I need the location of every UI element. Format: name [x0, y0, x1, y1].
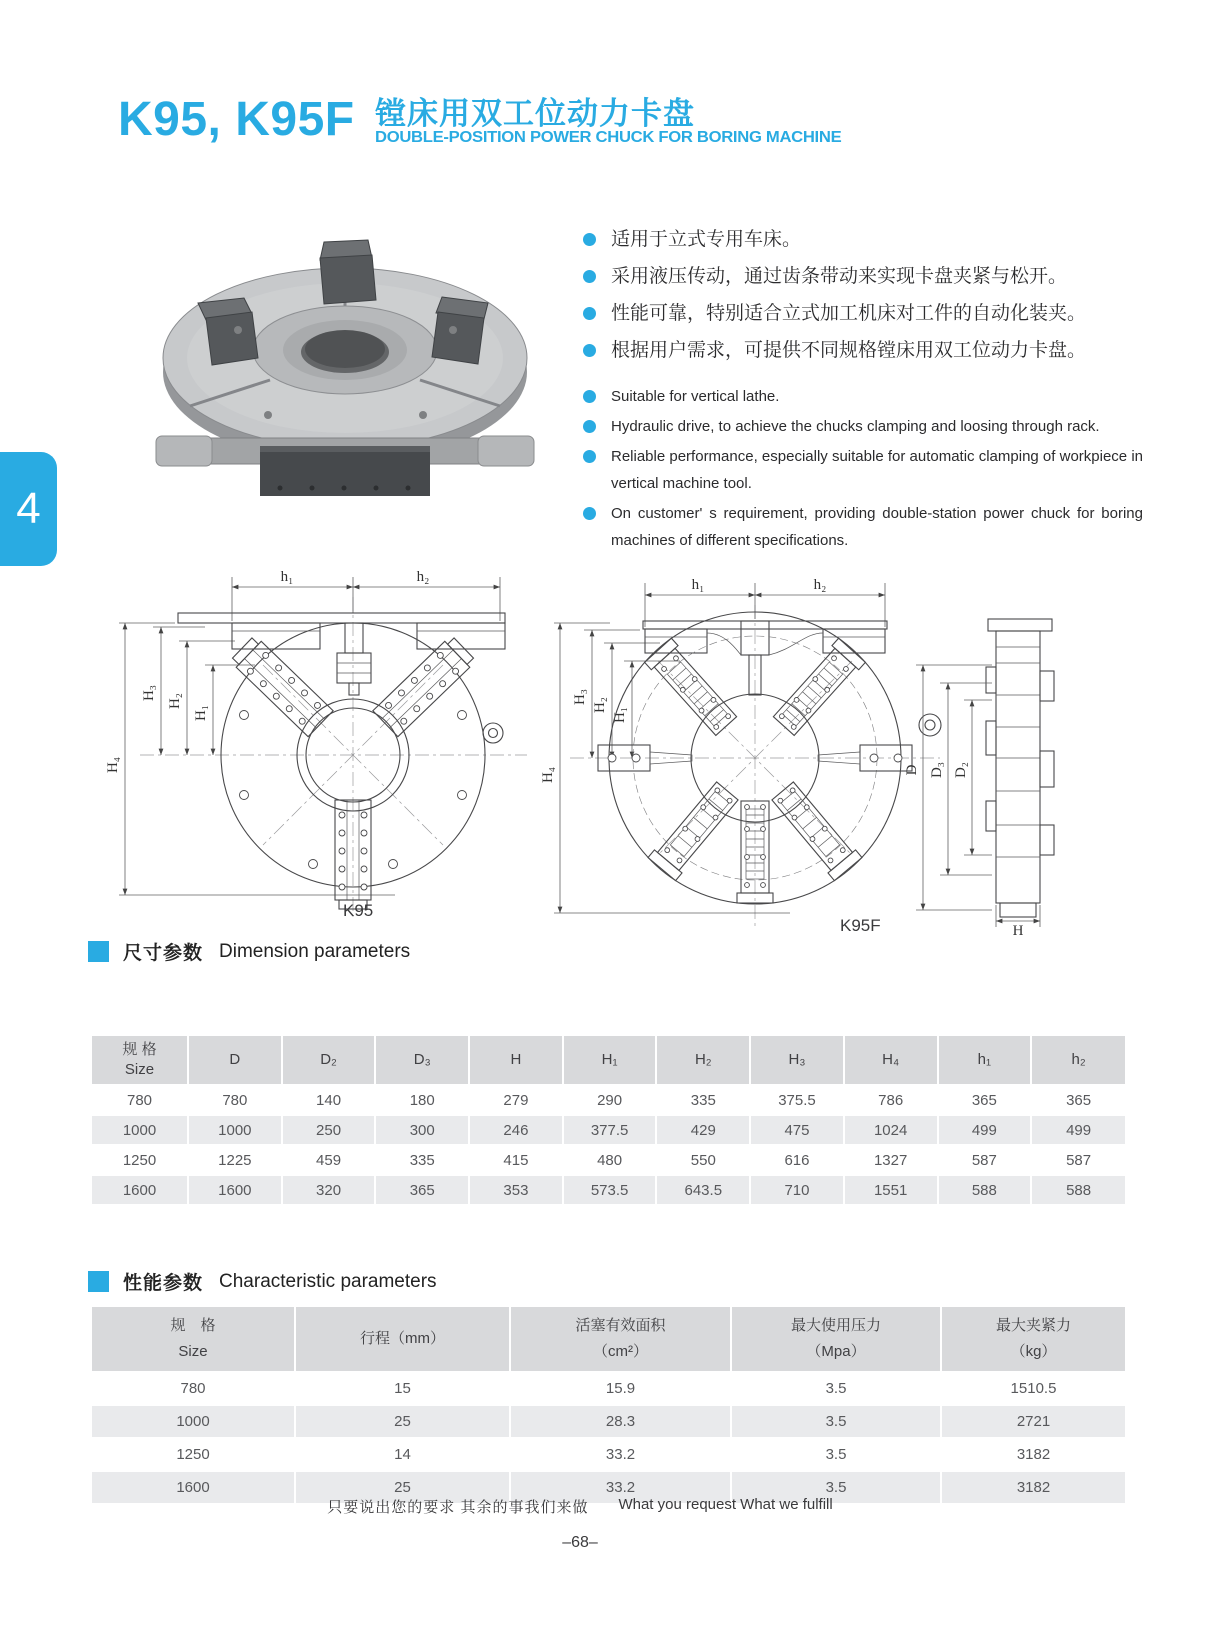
column-header: 最大夹紧力 （kg）: [941, 1306, 1125, 1372]
table-cell: 499: [1031, 1115, 1125, 1145]
bullet-icon: [583, 233, 596, 246]
characteristic-table-body: [91, 1372, 1125, 1503]
section-square-icon: [88, 941, 109, 962]
table-cell: 1225: [188, 1145, 282, 1175]
characteristic-table-head: [91, 1306, 1125, 1372]
feature-item: [583, 295, 1131, 332]
dim-label-H1: H₁: [193, 704, 209, 722]
table-cell: 3182: [941, 1471, 1125, 1503]
feature-list-zh: [583, 221, 1131, 369]
bullet-icon: [583, 420, 596, 433]
table-row: [91, 1438, 1125, 1471]
table-cell: 710: [750, 1175, 844, 1204]
table-row: [91, 1085, 1125, 1115]
table-cell: 1510.5: [941, 1372, 1125, 1405]
bullet-icon: [583, 270, 596, 283]
dimension-table-head: [91, 1035, 1125, 1085]
bullet-icon: [583, 450, 596, 463]
table-cell: 588: [938, 1175, 1032, 1204]
section-title-en: Dimension parameters: [219, 940, 411, 962]
k95f-label: K95F: [840, 916, 881, 935]
product-title-en: DOUBLE-POSITION POWER CHUCK FOR BORING MACHINE: [375, 129, 842, 146]
table-cell: 643.5: [656, 1175, 750, 1204]
k95-front-view: [95, 565, 530, 923]
table-header-row: [91, 1035, 1125, 1085]
table-cell: 780: [188, 1085, 282, 1115]
table-row: [91, 1175, 1125, 1204]
chapter-tab: [0, 452, 57, 566]
footer-slogan-en: What you request What we fulfill: [618, 1496, 833, 1513]
table-cell: 1000: [188, 1115, 282, 1145]
table-cell: 28.3: [510, 1405, 731, 1438]
table-header-row: [91, 1306, 1125, 1372]
page-number: –68–: [562, 1534, 598, 1551]
table-cell: 180: [375, 1085, 469, 1115]
bullet-icon: [583, 507, 596, 520]
table-cell: 616: [750, 1145, 844, 1175]
column-header: 最大使用压力 （Mpa）: [731, 1306, 941, 1372]
page-title: K95, K95F: [118, 93, 355, 146]
table-cell: 300: [375, 1115, 469, 1145]
table-cell: 1327: [844, 1145, 938, 1175]
table-row: [91, 1115, 1125, 1145]
table-cell: 335: [656, 1085, 750, 1115]
table-cell: 415: [469, 1145, 563, 1175]
bullet-icon: [583, 307, 596, 320]
table-cell: 3182: [941, 1438, 1125, 1471]
feature-text: On customer' s requirement, providing double-station power chuck for boring machines of different specifications.: [611, 505, 1143, 549]
table-cell: 780: [91, 1085, 188, 1115]
characteristic-section-header: [88, 1268, 437, 1295]
table-cell: 365: [1031, 1085, 1125, 1115]
table-cell: 475: [750, 1115, 844, 1145]
table-row: [91, 1145, 1125, 1175]
table-cell: 25: [295, 1405, 510, 1438]
table-cell: 365: [375, 1175, 469, 1204]
table-cell: 14: [295, 1438, 510, 1471]
dim-label-H4: H₄: [105, 756, 121, 774]
table-cell: 320: [282, 1175, 376, 1204]
dim-label-H1: H₁: [612, 706, 628, 724]
table-cell: 279: [469, 1085, 563, 1115]
chapter-number: 4: [16, 484, 41, 533]
feature-item: [583, 500, 1143, 554]
dimension-table-body: [91, 1085, 1125, 1204]
feature-text: 根据用户需求，可提供不同规格镗床用双工位动力卡盘。: [611, 340, 1087, 361]
feature-text: 适用于立式专用车床。: [611, 229, 802, 250]
dim-label-H3: H₃: [572, 688, 588, 706]
column-header: H₃: [750, 1035, 844, 1085]
k95-label: K95: [343, 901, 374, 920]
feature-item: [583, 332, 1131, 369]
table-cell: 1000: [91, 1405, 295, 1438]
dim-label-D2: D₂: [953, 761, 969, 779]
column-header: H: [469, 1035, 563, 1085]
table-cell: 587: [938, 1145, 1032, 1175]
table-cell: 1551: [844, 1175, 938, 1204]
dimension-section-header: [88, 938, 410, 965]
column-header: D₂: [282, 1035, 376, 1085]
table-cell: 459: [282, 1145, 376, 1175]
dimension-table: [90, 1034, 1125, 1204]
table-row: [91, 1372, 1125, 1405]
column-header: 活塞有效面积 （cm²）: [510, 1306, 731, 1372]
table-cell: 140: [282, 1085, 376, 1115]
table-cell: 1024: [844, 1115, 938, 1145]
feature-list-en: [583, 383, 1143, 557]
section-title-zh: 尺寸参数: [123, 943, 204, 964]
characteristic-table: [90, 1305, 1125, 1503]
column-header: D: [188, 1035, 282, 1085]
table-cell: 375.5: [750, 1085, 844, 1115]
table-cell: 33.2: [510, 1438, 731, 1471]
table-cell: 1600: [91, 1175, 188, 1204]
table-cell: 365: [938, 1085, 1032, 1115]
column-header: h₁: [938, 1035, 1032, 1085]
column-header: H₄: [844, 1035, 938, 1085]
table-row: [91, 1405, 1125, 1438]
table-cell: 335: [375, 1145, 469, 1175]
table-cell: 250: [282, 1115, 376, 1145]
column-header: D₃: [375, 1035, 469, 1085]
column-header: H₁: [563, 1035, 657, 1085]
dim-label-h2: h₂: [416, 569, 430, 585]
table-cell: 3.5: [731, 1372, 941, 1405]
dim-label-H2: H₂: [167, 692, 183, 710]
k95f-drawing: [540, 575, 1115, 940]
product-photo: [148, 200, 543, 515]
table-cell: 480: [563, 1145, 657, 1175]
k95f-front-side-view: [540, 575, 1115, 937]
bullet-icon: [583, 390, 596, 403]
table-cell: 377.5: [563, 1115, 657, 1145]
column-header: H₂: [656, 1035, 750, 1085]
table-cell: 353: [469, 1175, 563, 1204]
footer-slogan-zh: 只要说出您的要求 其余的事我们来做: [327, 1499, 589, 1516]
table-cell: 780: [91, 1372, 295, 1405]
table-cell: 588: [1031, 1175, 1125, 1204]
dim-label-h1: h₁: [691, 577, 705, 593]
table-cell: 290: [563, 1085, 657, 1115]
dim-label-H3: H₃: [141, 684, 157, 702]
footer-slogan: [0, 1496, 1160, 1517]
dim-label-H4: H₄: [540, 766, 556, 784]
section-title-zh: 性能参数: [123, 1273, 204, 1294]
table-cell: 15.9: [510, 1372, 731, 1405]
column-header: h₂: [1031, 1035, 1125, 1085]
dim-label-h2: h₂: [813, 577, 827, 593]
table-cell: 1000: [91, 1115, 188, 1145]
table-cell: 15: [295, 1372, 510, 1405]
feature-item: [583, 383, 1143, 410]
dim-label-H2: H₂: [592, 696, 608, 714]
table-cell: 2721: [941, 1405, 1125, 1438]
table-cell: 3.5: [731, 1471, 941, 1503]
feature-item: [583, 221, 1131, 258]
feature-text: 采用液压传动，通过齿条带动来实现卡盘夹紧与松开。: [611, 266, 1068, 287]
table-cell: 3.5: [731, 1405, 941, 1438]
column-header: 规 格 Size: [91, 1306, 295, 1372]
table-cell: 1250: [91, 1438, 295, 1471]
table-cell: 246: [469, 1115, 563, 1145]
table-cell: 786: [844, 1085, 938, 1115]
feature-text: Reliable performance, especially suitable for automatic clamping of workpiece in vertical machine tool.: [611, 448, 1143, 492]
feature-item: [583, 443, 1143, 497]
table-cell: 499: [938, 1115, 1032, 1145]
column-header: 行程（mm）: [295, 1306, 510, 1372]
table-cell: 573.5: [563, 1175, 657, 1204]
table-cell: 1600: [91, 1471, 295, 1503]
table-cell: 1250: [91, 1145, 188, 1175]
section-square-icon: [88, 1271, 109, 1292]
chuck-photo-illustration: [148, 200, 543, 510]
table-cell: 587: [1031, 1145, 1125, 1175]
section-title-en: Characteristic parameters: [219, 1270, 437, 1292]
table-cell: 25: [295, 1471, 510, 1503]
product-title-zh: 镗床用双工位动力卡盘: [375, 96, 695, 131]
table-cell: 33.2: [510, 1471, 731, 1503]
table-cell: 429: [656, 1115, 750, 1145]
table-cell: 550: [656, 1145, 750, 1175]
feature-item: [583, 413, 1143, 440]
feature-item: [583, 258, 1131, 295]
bullet-icon: [583, 344, 596, 357]
k95-drawing: [95, 565, 530, 925]
dim-label-D: D: [904, 764, 920, 776]
feature-text: Hydraulic drive, to achieve the chucks clamping and loosing through rack.: [611, 418, 1100, 435]
feature-text: Suitable for vertical lathe.: [611, 388, 780, 405]
table-cell: 3.5: [731, 1438, 941, 1471]
column-header: 规 格 Size: [91, 1035, 188, 1085]
dim-label-D3: D₃: [929, 761, 945, 779]
dim-label-H: H: [1012, 923, 1024, 937]
table-cell: 1600: [188, 1175, 282, 1204]
feature-text: 性能可靠，特别适合立式加工机床对工件的自动化装夹。: [611, 303, 1087, 324]
dim-label-h1: h₁: [280, 569, 294, 585]
